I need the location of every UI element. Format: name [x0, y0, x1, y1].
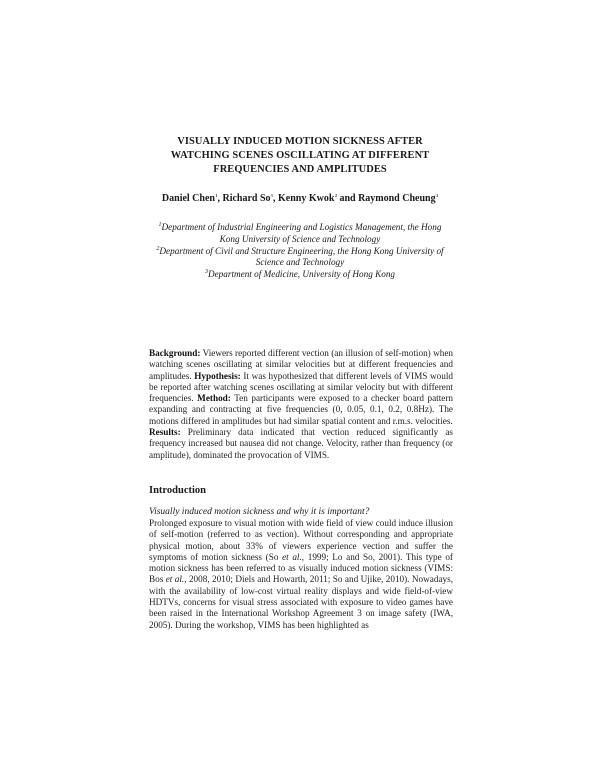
affiliation-line: $^1$Department of Industrial Engineering and Logistics Management, the Hong	[158, 221, 442, 232]
abstract-label-method: Method:	[197, 393, 231, 404]
affiliation-mark: 3	[436, 192, 439, 198]
citation-etal: et al.	[165, 574, 185, 585]
author-name: Raymond Cheung	[358, 193, 436, 204]
abstract-results-text: Preliminary data indicated that vection reduced significantly as frequency increased but nausea did not change. Velocity, rather than frequency (or amplitude), dominated the provocation of VIMS.	[149, 427, 453, 460]
affiliation-mark: 1	[215, 192, 218, 198]
affiliation-number: 3	[204, 269, 208, 276]
affiliation-mark: 1	[271, 192, 274, 198]
title-line: FREQUENCIES AND AMPLITUDES	[213, 164, 387, 175]
author-name: Kenny Kwok	[278, 193, 335, 204]
citation-etal: et al.	[282, 551, 302, 562]
author-list	[100, 193, 500, 205]
author-separator: ,	[217, 193, 223, 204]
affiliation-line: Kong University of Science and Technology	[219, 233, 381, 244]
author-separator: ,	[273, 193, 279, 204]
section-heading: Introduction	[149, 485, 206, 496]
abstract-background-text: Viewers reported different vection (an illusion of self-motion) when watching scenes oscillating at similar velocities but at different frequencies and amplitudes.	[149, 348, 453, 381]
author-name: Daniel Chen	[161, 193, 215, 204]
affiliations	[150, 222, 450, 281]
abstract	[149, 348, 453, 461]
affiliation-number: 2	[156, 245, 160, 252]
affiliation-line: $^3$Department of Medicine, University of Hong Kong	[204, 269, 396, 280]
introduction-paragraph: Prolonged exposure to visual motion with wide field of view could induce illusion of self-motion (referred to as vection). Without corresponding and appropriate physical motion, about 33% of viewers experience vection and suffer the symptoms of motion sickness (So et al., 1999; Lo and So, 2001). This type of motion sickness has been referred to as visually induced motion sickness (VIMS: Bos et al., 2008, 2010; Diels and Howarth, 2011; So and Ujike, 2010). Nowadays, with the availability of low-cost virtual reality displays and wide field-of-view HDTVs, concerns for visual stress associated with exposure to video games have been raised in the International Workshop Agreement 3 on image safety (IWA, 2005). During the workshop, VIMS has been highlighted as	[149, 518, 453, 630]
paper-title	[100, 135, 500, 177]
affiliation-line: $^2$Department of Civil and Structure Engineering, the Hong Kong University of	[156, 245, 444, 256]
author-name: Richard So	[222, 193, 271, 204]
title-line: VISUALLY INDUCED MOTION SICKNESS AFTER	[177, 136, 423, 147]
title-line: WATCHING SCENES OSCILLATING AT DIFFERENT	[170, 150, 430, 161]
abstract-label-background: Background:	[149, 348, 201, 358]
subsection-heading: Visually induced motion sickness and why it is important?	[149, 507, 370, 517]
affiliation-number: 1	[158, 221, 162, 228]
author-separator: and	[336, 193, 359, 204]
affiliation-mark: 2	[334, 192, 337, 198]
abstract-method-text: Ten participants were exposed to a checker board pattern expanding and contracting at five frequencies (0, 0.05, 0.1, 0.2, 0.8Hz). The motions differed in amplitudes but had similar spatial content and r.m.s. velocities.	[149, 393, 453, 426]
abstract-label-hypothesis: Hypothesis:	[194, 370, 241, 381]
abstract-label-results: Results:	[149, 427, 181, 438]
abstract-hypothesis-text: It was hypothesized that different levels of VIMS would be reported after watching scenes oscillating at similar velocity but with different frequencies.	[149, 370, 453, 404]
affiliation-line: Science and Technology	[255, 257, 345, 268]
